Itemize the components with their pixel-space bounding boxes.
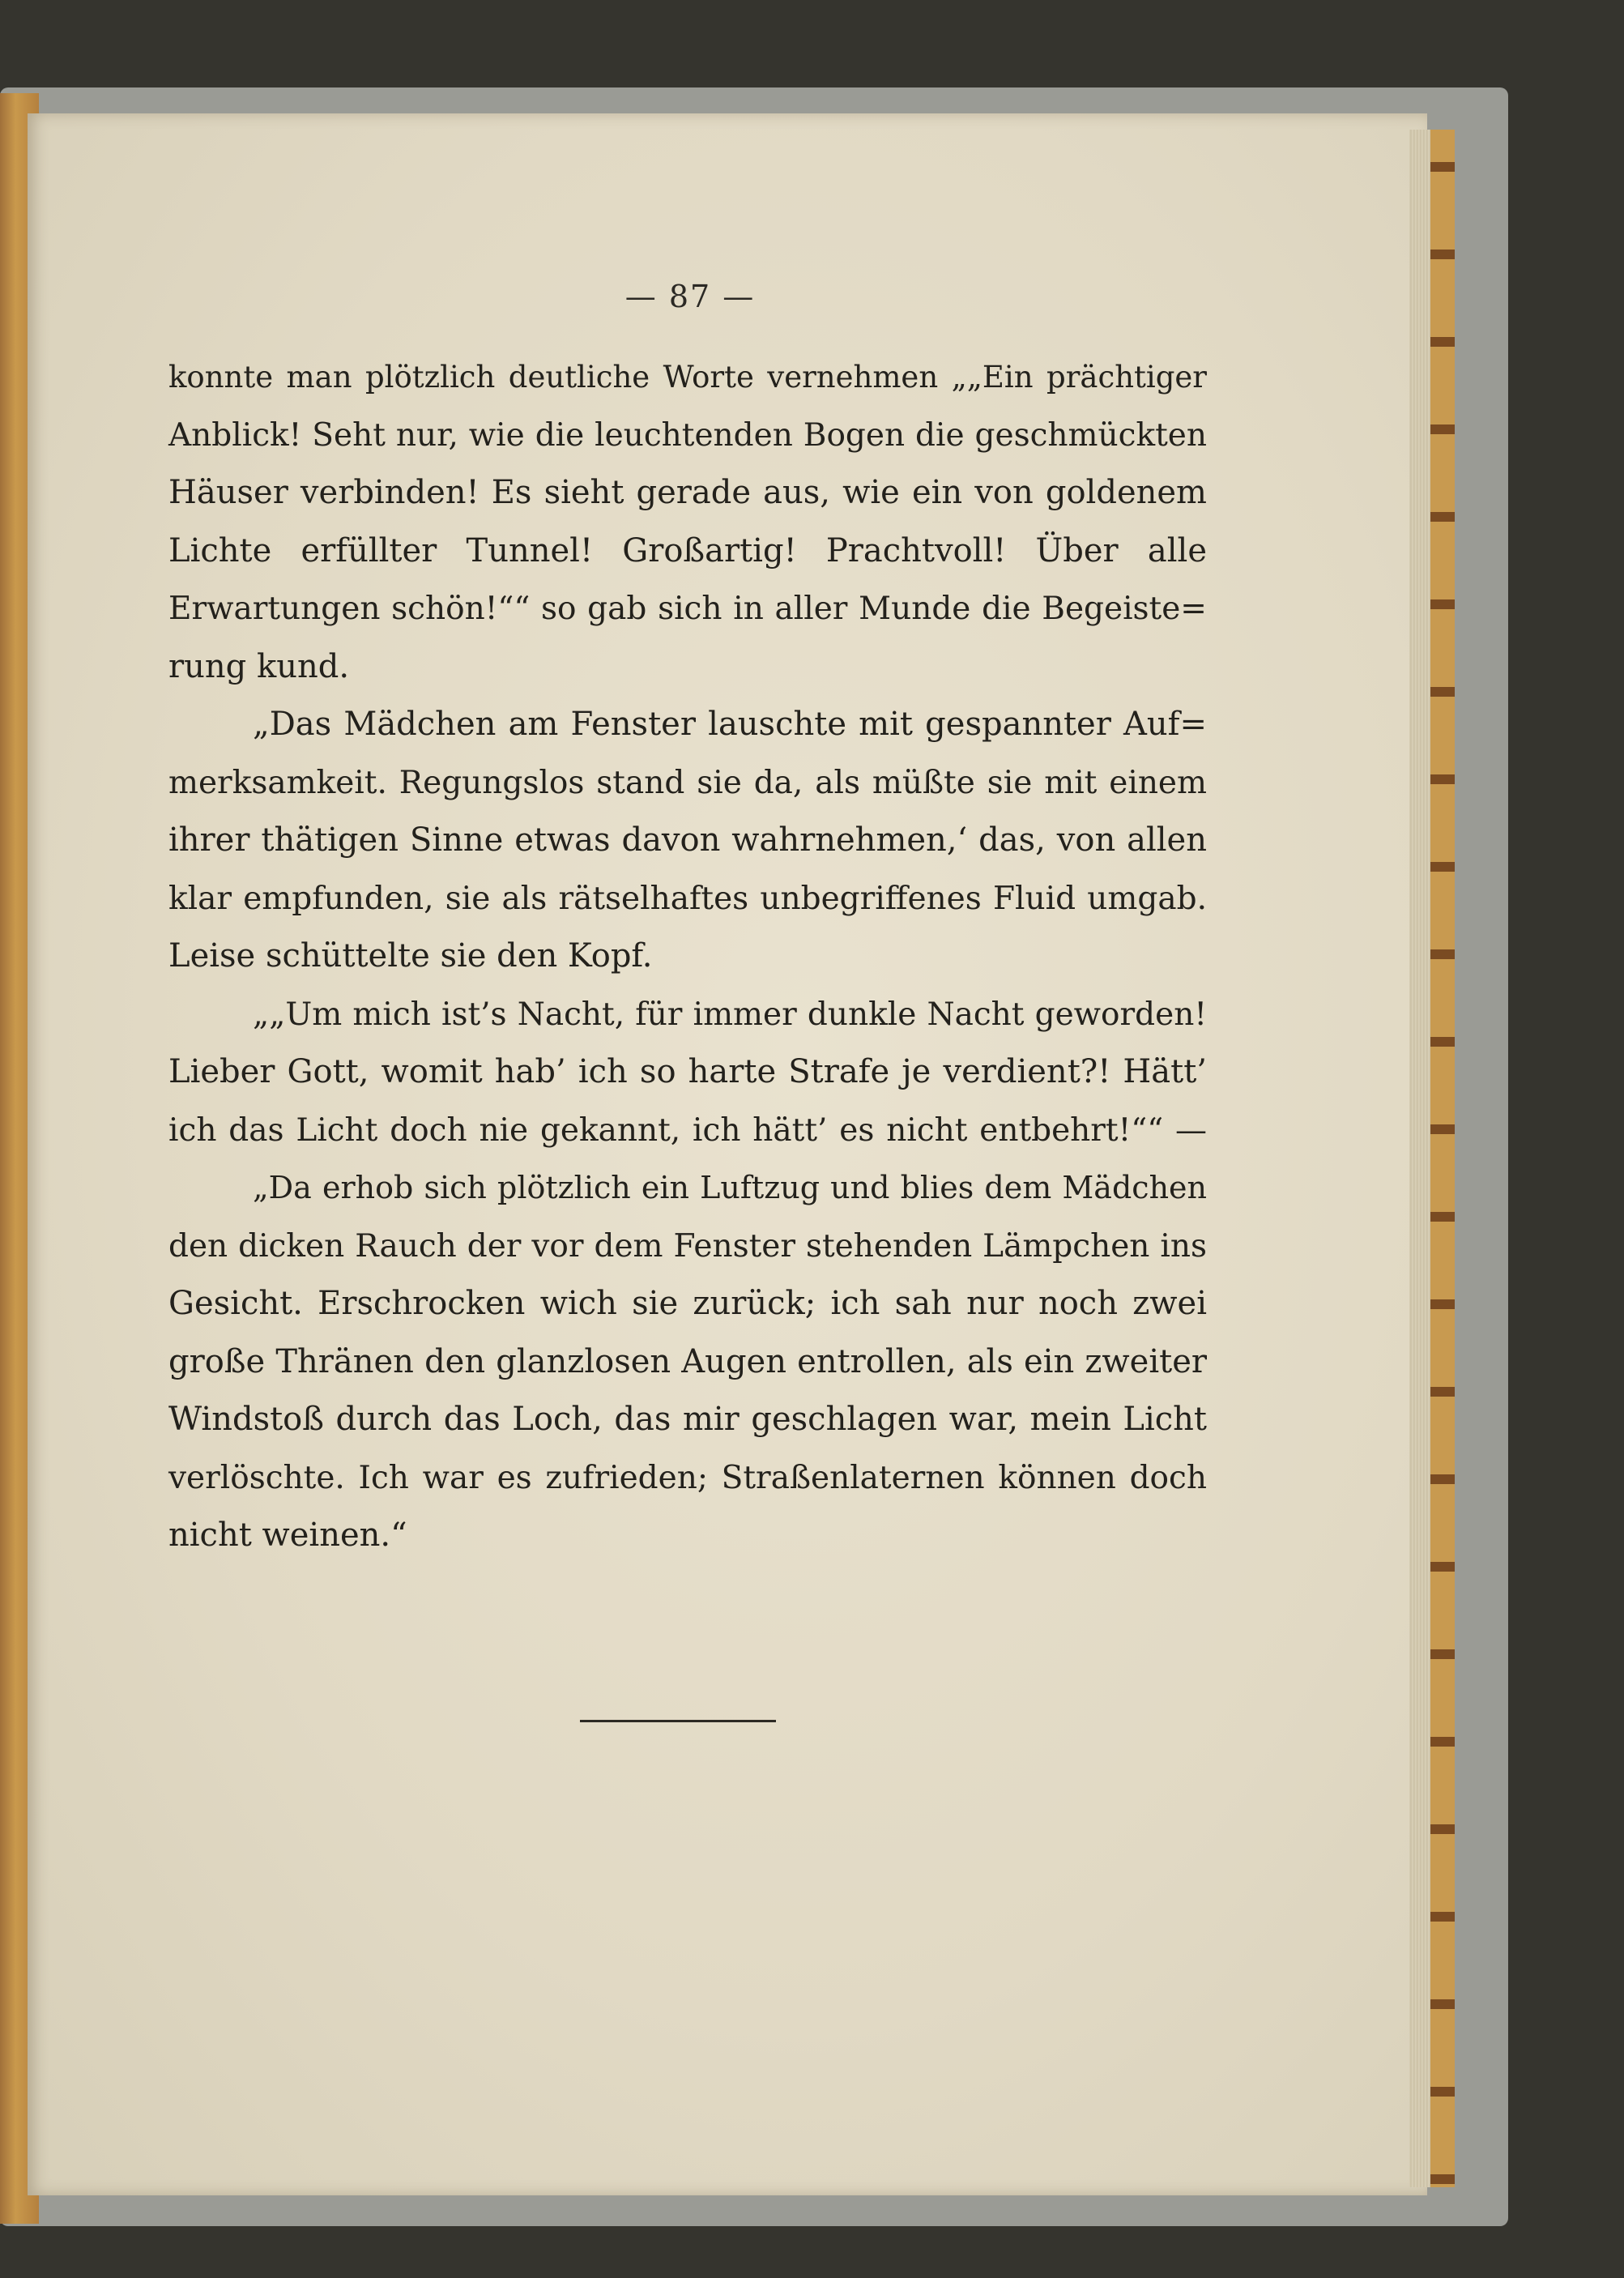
text-line: Lichte erfüllter Tunnel! Großartig! Prachtvoll! Über alle xyxy=(168,531,1207,570)
text-line: ich das Licht doch nie gekannt, ich hätt’ es nicht entbehrt!““ — xyxy=(168,1111,1207,1149)
text-line: verlöschte. Ich war es zufrieden; Straßenlaternen können doch xyxy=(168,1459,1207,1496)
text-line: klar empfunden, sie als rätselhaftes unbegriffenes Fluid umgab. xyxy=(168,880,1207,917)
text-line: „Da erhob sich plötzlich ein Luftzug und blies dem Mädchen xyxy=(253,1170,1207,1205)
text-line: Lieber Gott, womit hab’ ich so harte Strafe je verdient?! Hätt’ xyxy=(168,1053,1207,1090)
text-line: nicht weinen.“ xyxy=(168,1517,407,1554)
body-text xyxy=(168,348,1207,1565)
text-line: große Thränen den glanzlosen Augen entrollen, als ein zweiter xyxy=(168,1342,1207,1380)
end-rule xyxy=(580,1720,776,1722)
text-line: merksamkeit. Regungslos stand sie da, als müßte sie mit einem xyxy=(168,764,1207,801)
text-line: Häuser verbinden! Es sieht gerade aus, wie ein von goldenem xyxy=(168,474,1207,511)
page-number: — 87 — xyxy=(624,279,756,314)
text-line: „„Um mich ist’s Nacht, für immer dunkle Nacht geworden! xyxy=(253,996,1207,1033)
text-line: rung kund. xyxy=(168,647,350,685)
page-edges xyxy=(1409,130,1432,2187)
text-line: Windstoß durch das Loch, das mir geschlagen war, mein Licht xyxy=(168,1401,1207,1438)
text-line: Erwartungen schön!““ so gab sich in aller Munde die Begeiste= xyxy=(168,591,1207,627)
text-line: konnte man plötzlich deutliche Worte vernehmen „„Ein prächtiger xyxy=(168,360,1207,395)
text-line: Gesicht. Erschrocken wich sie zurück; ich sah nur noch zwei xyxy=(168,1285,1207,1322)
text-line: „Das Mädchen am Fenster lauschte mit gespannter Auf= xyxy=(253,706,1207,743)
text-line: Anblick! Seht nur, wie die leuchtenden Bogen die geschmückten xyxy=(168,416,1207,454)
ornament-border xyxy=(1430,130,1455,2187)
text-line: Leise schüttelte sie den Kopf. xyxy=(168,937,653,975)
text-line: ihrer thätigen Sinne etwas davon wahrnehmen,‘ das, von allen xyxy=(168,821,1207,859)
text-line: den dicken Rauch der vor dem Fenster stehenden Lämpchen ins xyxy=(168,1227,1207,1265)
